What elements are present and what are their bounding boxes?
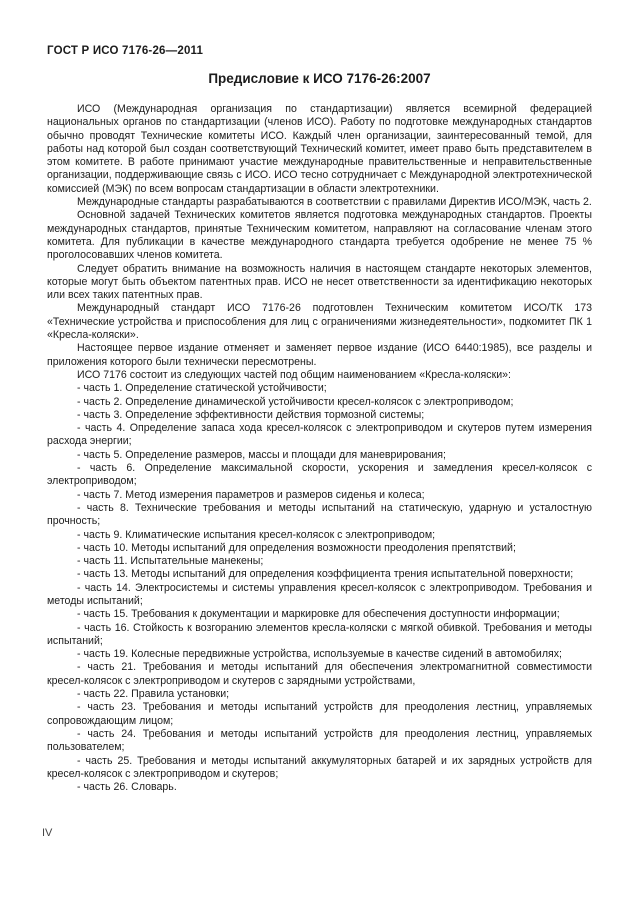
paragraph: - часть 23. Требования и методы испытаний устройств для преодоления лестниц, управляемых сопровождающим лицом; xyxy=(47,701,592,727)
paragraph: Международный стандарт ИСО 7176-26 подготовлен Техническим комитетом ИСО/ТК 173 «Технические устройства и приспособления для лиц с ограничениями жизнедеятельности», подкомитет ПК 1 «Кресла-коляски». xyxy=(47,302,592,342)
document-designation: ГОСТ Р ИСО 7176-26—2011 xyxy=(47,45,204,57)
paragraph: Международные стандарты разрабатываются в соответствии с правилами Директив ИСО/МЭК, часть 2. xyxy=(77,196,592,209)
paragraph: - часть 7. Метод измерения параметров и размеров сиденья и колеса; xyxy=(77,488,425,501)
paragraph: - часть 13. Методы испытаний для определения коэффициента трения испытательной поверхности; xyxy=(77,568,574,581)
page-title: Предисловие к ИСО 7176-26:2007 xyxy=(208,71,431,86)
paragraph: - часть 16. Стойкость к возгоранию элементов кресла-коляски с мягкой обивкой. Требования и методы испытаний; xyxy=(47,621,592,647)
paragraph: ИСО (Международная организация по стандартизации) является всемирной федерацией национальных органов по стандартизации (членов ИСО). Работу по подготовке международных стандартов обычно проводят Технические комитеты ИСО. Каждый член организации, заинтересованный темой, для работы над которой был создан соответствующий Технический комитет, имеет право быть представителем в этом комитете. В работе принимают участие международные правительственные и неправительственные организации, поддерживающие связь с ИСО. ИСО тесно сотрудничает с Международной электротехнической комиссией (МЭК) по всем вопросам стандартизации в области электротехники. xyxy=(47,103,592,195)
paragraph: - часть 22. Правила установки; xyxy=(77,688,230,701)
paragraph: - часть 19. Колесные передвижные устройства, используемые в качестве сидений в автомобилях; xyxy=(77,648,562,661)
paragraph: - часть 6. Определение максимальной скорости, ускорения и замедления кресел-колясок с электроприводом; xyxy=(47,462,592,488)
paragraph: - часть 1. Определение статической устойчивости; xyxy=(77,382,327,395)
document-body xyxy=(47,103,592,794)
paragraph: - часть 26. Словарь. xyxy=(77,781,177,794)
paragraph: - часть 3. Определение эффективности действия тормозной системы; xyxy=(77,408,425,421)
paragraph: - часть 21. Требования и методы испытаний для обеспечения электромагнитной совместимости кресел-колясок с электроприводом и скутеров с зарядными устройствами, xyxy=(47,661,592,687)
paragraph: - часть 11. Испытательные манекены; xyxy=(77,555,264,568)
paragraph: Следует обратить внимание на возможность наличия в настоящем стандарте некоторых элементов, которые могут быть объектом патентных прав. ИСО не несет ответственности за идентификацию некоторых или всех таких патентных прав. xyxy=(47,262,592,302)
paragraph: - часть 4. Определение запаса хода кресел-колясок с электроприводом и скутеров путем измерения расхода энергии; xyxy=(47,422,592,448)
paragraph: Настоящее первое издание отменяет и заменяет первое издание (ИСО 6440:1985), все разделы и приложения которого были технически пересмотрены. xyxy=(47,342,592,368)
paragraph: - часть 10. Методы испытаний для определения возможности преодоления препятствий; xyxy=(77,541,516,554)
page-number: IV xyxy=(42,827,53,839)
paragraph: - часть 8. Технические требования и методы испытаний на статическую, ударную и усталостную прочность; xyxy=(47,501,592,528)
paragraph: - часть 24. Требования и методы испытаний устройств для преодоления лестниц, управляемых пользователем; xyxy=(47,727,592,754)
paragraph: Основной задачей Технических комитетов является подготовка международных стандартов. Проекты международных стандартов, принятые Техническим комитетом, направляют на согласование членам этого комитета. Для публикации в качестве международного стандарта требуется одобрение не менее 75 % проголосовавших членов комитета. xyxy=(47,209,592,262)
paragraph: - часть 14. Электросистемы и системы управления кресел-колясок с электроприводом. Требования и методы испытаний; xyxy=(47,581,592,607)
paragraph: - часть 2. Определение динамической устойчивости кресел-колясок с электроприводом; xyxy=(77,395,514,408)
paragraph: - часть 25. Требования и методы испытаний аккумуляторных батарей и их зарядных устройств для кресел-колясок с электроприводом и скутеров; xyxy=(47,754,592,780)
paragraph: ИСО 7176 состоит из следующих частей под общим наименованием «Кресла-коляски»: xyxy=(77,368,511,381)
paragraph: - часть 9. Климатические испытания кресел-колясок с электроприводом; xyxy=(77,528,436,541)
paragraph: - часть 5. Определение размеров, массы и площади для маневрирования; xyxy=(77,448,446,461)
paragraph: - часть 15. Требования к документации и маркировке для обеспечения доступности информации; xyxy=(77,608,560,621)
